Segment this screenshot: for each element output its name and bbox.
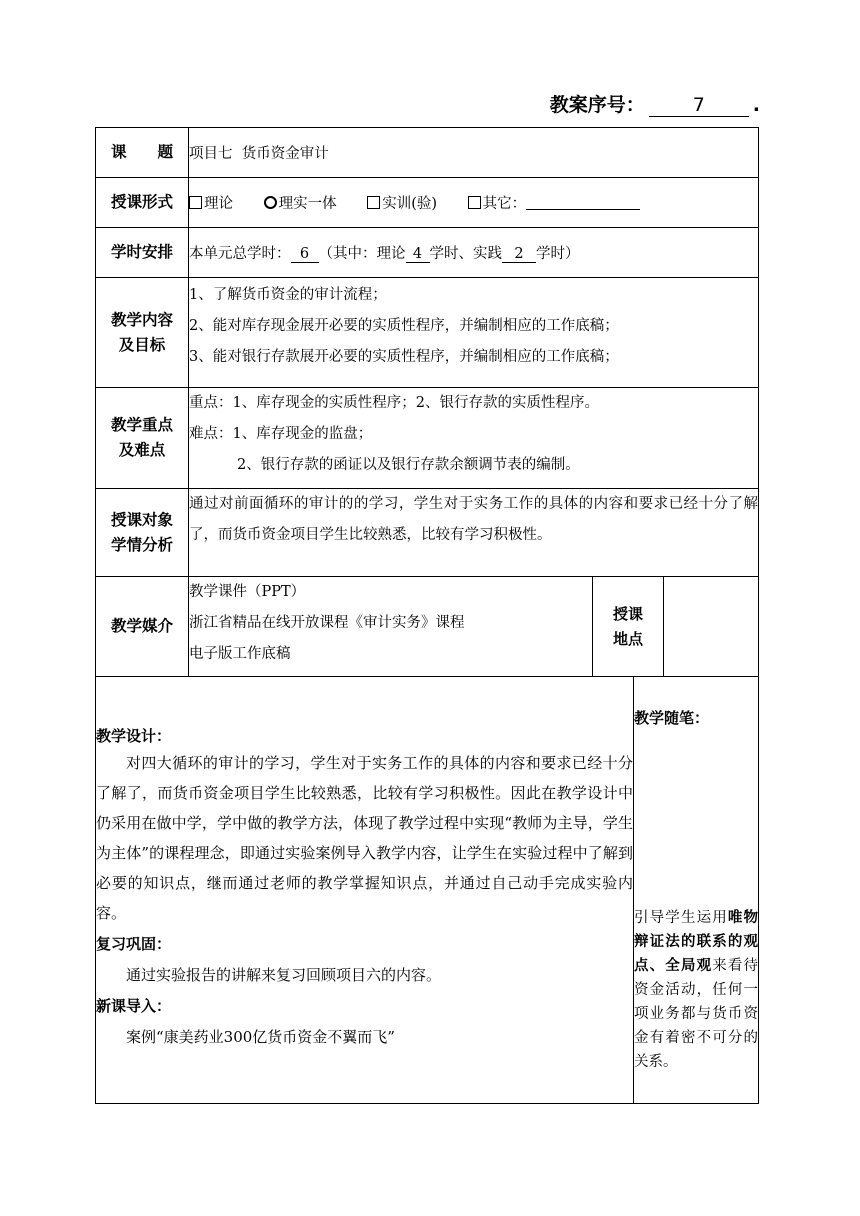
form-option-integrated[interactable]: 理实一体 xyxy=(264,192,337,213)
goal-item: 2、能对库存现金展开必要的实质性程序，并编制相应的工作底稿； xyxy=(189,318,619,334)
hours-label: 学时安排 xyxy=(96,228,189,278)
goal-item: 1、了解货币资金的审计流程； xyxy=(189,287,387,303)
form-option-practical[interactable]: 实训(验) xyxy=(367,192,437,213)
goals-label: 教学内容 及目标 xyxy=(96,278,189,388)
notes-title: 教学随笔： xyxy=(634,709,710,727)
hours-value: 本单元总学时： 6 （其中：理论 4 学时、实践 2 学时） xyxy=(189,228,759,278)
lesson-sequence-number xyxy=(550,90,760,117)
difficulty: 难点：1、库存现金的监盘； xyxy=(189,426,373,442)
row-students xyxy=(96,489,759,577)
design-title: 教学设计： xyxy=(96,727,172,745)
review-text: 通过实验报告的讲解来复习回顾项目六的内容。 xyxy=(126,966,442,984)
media-label: 教学媒介 xyxy=(96,577,189,677)
topic-label: 课 题 xyxy=(96,128,189,178)
design-paragraph: 对四大循环的审计的学习，学生对于实务工作的具体的内容和要求已经十分了解了，而货币资金项目学生比较熟悉，比较有学习积极性。因此在教学设计中仍采用在做中学，学中做的教学方法，体现了教学过程中实现“教师为主导，学生为主体”的课程理念，即通过实验案例导入教学内容，让学生在实验过程中了解到必要的知识点，继而通过老师的教学掌握知识点，并通过自己动手完成实验内容。 xyxy=(96,754,633,922)
row-media xyxy=(96,577,759,677)
row-hours xyxy=(96,228,759,278)
place-value[interactable] xyxy=(664,577,759,677)
checkbox-icon xyxy=(468,196,481,209)
row-topic xyxy=(96,128,759,178)
goal-item: 3、能对银行存款展开必要的实质性程序，并编制相应的工作底稿； xyxy=(189,349,619,365)
design-section xyxy=(96,677,634,1104)
review-title: 复习巩固： xyxy=(96,935,172,953)
media-item: 电子版工作底稿 xyxy=(189,646,291,662)
sequence-value: 7 xyxy=(649,94,749,117)
form-label: 授课形式 xyxy=(96,178,189,228)
form-options xyxy=(189,178,759,228)
other-blank xyxy=(526,195,640,210)
students-content: 通过对前面循环的审计的的学习，学生对于实务工作的具体的内容和要求已经十分了解了，而货币资金项目学生比较熟悉，比较有学习积极性。 xyxy=(189,489,759,577)
intro-title: 新课导入： xyxy=(96,997,172,1015)
total-hours: 6 xyxy=(291,246,319,263)
goals-content xyxy=(189,278,759,388)
difficulty-2: 2、银行存款的函证以及银行存款余额调节表的编制。 xyxy=(237,457,580,473)
form-option-theory[interactable]: 理论 xyxy=(189,192,233,213)
topic-value: 项目七 货币资金审计 xyxy=(189,128,759,178)
row-goals xyxy=(96,278,759,388)
notes-text: 引导学生运用唯物辩证法的联系的观点、全局观来看待资金活动，任何一项业务都与货币资金有着密不可分的关系。 xyxy=(634,909,759,1070)
circle-selected-icon xyxy=(264,196,277,209)
lesson-plan-table xyxy=(95,127,759,1104)
practice-hours: 2 xyxy=(502,246,536,263)
sequence-label: 教案序号： xyxy=(549,94,645,116)
media-content xyxy=(189,577,593,677)
place-label: 授课 地点 xyxy=(593,577,664,677)
sequence-end: . xyxy=(752,94,760,116)
checkbox-icon xyxy=(189,196,202,209)
row-form xyxy=(96,178,759,228)
row-key-points xyxy=(96,388,759,489)
notes-section xyxy=(634,677,759,1104)
key-point: 重点：1、库存现金的实质性程序；2、银行存款的实质性程序。 xyxy=(189,395,599,411)
theory-hours: 4 xyxy=(406,246,430,263)
key-points-content xyxy=(189,388,759,489)
notes-bold: 唯物辩证法的联系的观点、全局观 xyxy=(634,909,759,974)
students-label: 授课对象 学情分析 xyxy=(96,489,189,577)
media-item: 教学课件（PPT） xyxy=(189,584,306,600)
intro-text: 案例“康美药业300亿货币资金不翼而飞” xyxy=(126,1028,395,1046)
media-item: 浙江省精品在线开放课程《审计实务》课程 xyxy=(189,615,465,631)
key-points-label: 教学重点 及难点 xyxy=(96,388,189,489)
row-design xyxy=(96,677,759,1104)
form-option-other[interactable]: 其它： xyxy=(468,192,641,213)
checkbox-icon xyxy=(367,196,380,209)
